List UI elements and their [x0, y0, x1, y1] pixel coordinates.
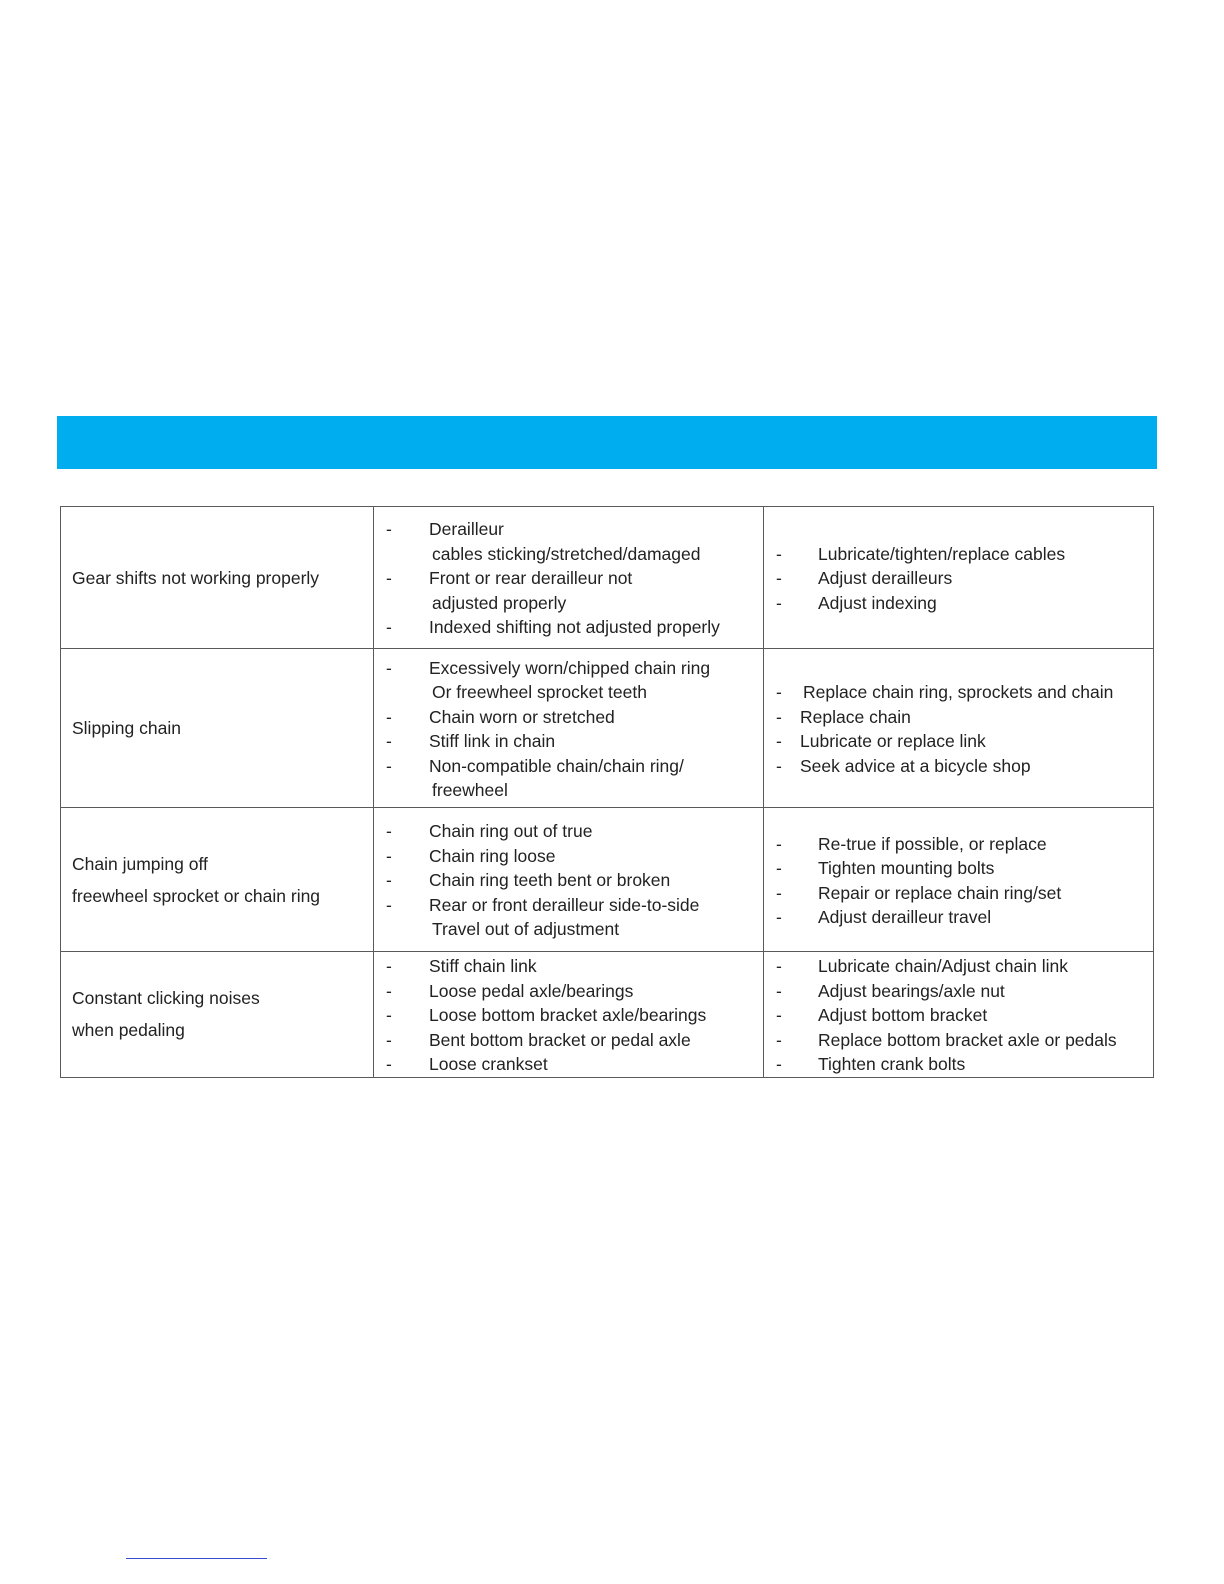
list-item: - Tighten mounting bolts — [776, 858, 995, 878]
list-item: - Chain ring out of true — [386, 821, 593, 842]
list-item: - Chain ring loose — [386, 845, 556, 866]
causes-cell — [374, 649, 764, 808]
list-item-text: Loose bottom bracket axle/bearings — [429, 1005, 707, 1025]
list-item: - Chain ring teeth bent or broken — [386, 870, 671, 891]
list-item-text: Loose pedal axle/bearings — [429, 980, 634, 1001]
table-row — [61, 507, 1154, 649]
list-item-text: Seek advice at a bicycle shop — [800, 755, 1031, 776]
list-item: - Loose pedal axle/bearings — [386, 980, 634, 1001]
causes-cell — [374, 507, 764, 649]
remedies-cell — [764, 507, 1154, 649]
list-item: - Loose bottom bracket axle/bearings — [386, 1005, 707, 1025]
list-item: - Lubricate chain/Adjust chain link — [776, 956, 1069, 976]
problem-cell — [61, 649, 374, 808]
list-item: - Excessively worn/chipped chain ring Or freewheel sprocket teeth — [374, 656, 763, 705]
causes-cell — [374, 808, 764, 952]
list-item: - Indexed shifting not adjusted properly — [386, 617, 720, 638]
causes-list — [374, 813, 763, 946]
table-row — [61, 952, 1154, 1078]
list-item: - Tighten crank bolts — [776, 1054, 966, 1074]
list-item: - Bent bottom bracket or pedal axle — [386, 1029, 691, 1050]
remedies-cell — [764, 808, 1154, 952]
list-item: - Chain worn or stretched — [386, 706, 615, 727]
list-item: - Re-true if possible, or replace — [776, 833, 1047, 854]
list-item: - Adjust derailleurs — [776, 568, 953, 589]
problem-text: Constant clicking noises — [72, 988, 260, 1009]
list-item-text: Non-compatible chain/chain ring/ — [429, 755, 684, 776]
problem-cell — [61, 952, 374, 1078]
list-item: - Derailleur cables sticking/stretched/damaged — [374, 517, 763, 566]
problem-text: when pedaling — [72, 1020, 185, 1041]
causes-list — [374, 511, 763, 644]
list-item-text: Replace chain ring, sprockets and chain — [803, 682, 1114, 702]
remedies-list — [764, 536, 1153, 620]
list-item: - Repair or replace chain ring/set — [776, 882, 1062, 903]
list-item-text: Derailleur — [429, 519, 504, 540]
list-item-text: Repair or replace chain ring/set — [818, 882, 1062, 903]
list-item-text: Chain worn or stretched — [429, 706, 615, 727]
list-item-text-continued: Travel out of adjustment — [432, 919, 620, 940]
problem-text: Gear shifts not working properly — [72, 567, 320, 588]
list-item: - Adjust derailleur travel — [776, 907, 992, 927]
list-item-text-continued: adjusted properly — [432, 592, 567, 613]
list-item: - Replace chain ring, sprockets and chain — [776, 682, 1114, 702]
remedies-cell — [764, 952, 1154, 1078]
list-item: - Loose crankset — [386, 1054, 548, 1074]
list-item-text: Excessively worn/chipped chain ring — [429, 657, 711, 678]
list-item: - Lubricate/tighten/replace cables — [776, 543, 1066, 564]
table-row — [61, 649, 1154, 808]
list-item-text: Indexed shifting not adjusted properly — [429, 617, 720, 638]
table-row — [61, 808, 1154, 952]
list-item-text: Replace chain — [800, 706, 911, 727]
list-item: - Replace bottom bracket axle or pedals — [776, 1029, 1117, 1050]
list-item: - Adjust bottom bracket — [776, 1005, 988, 1025]
causes-list — [374, 952, 763, 1077]
problem-cell — [61, 808, 374, 952]
remedies-list — [764, 674, 1153, 782]
remedies-cell — [764, 649, 1154, 808]
list-item-text: Tighten crank bolts — [818, 1054, 966, 1074]
list-item-text: Adjust indexing — [818, 592, 937, 613]
list-item-text: Adjust derailleurs — [818, 568, 953, 589]
list-item: - Front or rear derailleur not adjusted properly — [374, 566, 763, 615]
list-item-text: Adjust bottom bracket — [818, 1005, 988, 1025]
remedies-list — [764, 952, 1153, 1077]
footnote-rule — [126, 1558, 267, 1559]
list-item-text: Chain ring loose — [429, 845, 556, 866]
list-item-text-continued: freewheel — [432, 780, 508, 800]
problem-text: Chain jumping off — [72, 853, 208, 874]
list-item-text: Adjust bearings/axle nut — [818, 980, 1005, 1001]
list-item: - Non-compatible chain/chain ring/ freewheel — [374, 754, 763, 803]
list-item-text: Re-true if possible, or replace — [818, 833, 1047, 854]
list-item: - Adjust bearings/axle nut — [776, 980, 1005, 1001]
list-item: - Stiff link in chain — [386, 731, 556, 751]
problem-text: Slipping chain — [72, 718, 181, 738]
list-item: - Rear or front derailleur side-to-side Travel out of adjustment — [374, 893, 763, 942]
problem-cell — [61, 507, 374, 649]
troubleshooting-table — [60, 506, 1154, 1078]
list-item-text-continued: Or freewheel sprocket teeth — [432, 682, 647, 702]
list-item-text: Tighten mounting bolts — [818, 858, 995, 878]
list-item: - Stiff chain link — [386, 956, 537, 976]
list-item-text-continued: cables sticking/stretched/damaged — [432, 543, 701, 564]
section-header-bar — [57, 416, 1157, 469]
causes-list — [374, 650, 763, 807]
problem-text: freewheel sprocket or chain ring — [72, 885, 321, 906]
list-item-text: Loose crankset — [429, 1054, 548, 1074]
list-item-text: Lubricate/tighten/replace cables — [818, 543, 1066, 564]
list-item-text: Chain ring out of true — [429, 821, 593, 842]
list-item-text: Replace bottom bracket axle or pedals — [818, 1029, 1117, 1050]
list-item: - Lubricate or replace link — [776, 731, 986, 751]
remedies-list — [764, 826, 1153, 934]
list-item: - Adjust indexing — [776, 592, 937, 613]
list-item-text: Bent bottom bracket or pedal axle — [429, 1029, 691, 1050]
list-item-text: Chain ring teeth bent or broken — [429, 870, 671, 891]
list-item-text: Lubricate chain/Adjust chain link — [818, 956, 1069, 976]
list-item: - Seek advice at a bicycle shop — [776, 755, 1031, 776]
list-item-text: Stiff link in chain — [429, 731, 556, 751]
list-item-text: Stiff chain link — [429, 956, 537, 976]
list-item: - Replace chain — [776, 706, 911, 727]
list-item-text: Lubricate or replace link — [800, 731, 986, 751]
causes-cell — [374, 952, 764, 1078]
list-item-text: Front or rear derailleur not — [429, 568, 633, 589]
list-item-text: Rear or front derailleur side-to-side — [429, 894, 700, 915]
list-item-text: Adjust derailleur travel — [818, 907, 992, 927]
